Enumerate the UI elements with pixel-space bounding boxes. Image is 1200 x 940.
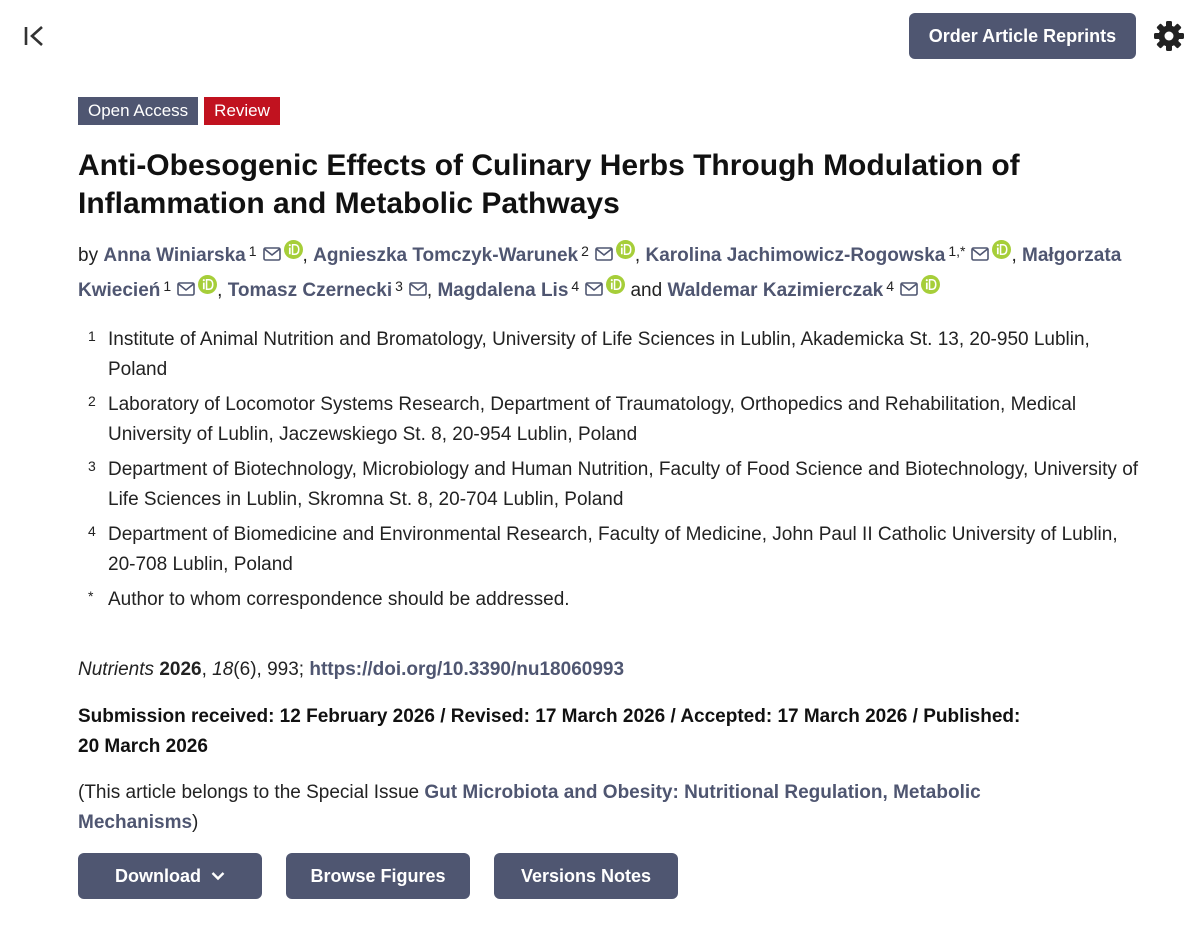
- affiliation-number: 1: [88, 328, 96, 344]
- email-icon[interactable]: [595, 247, 613, 261]
- author-affiliation-ref: 2: [581, 243, 589, 259]
- special-issue-link[interactable]: Gut Microbiota and Obesity: Nutritional Regulation, Metabolic Mechanisms: [78, 782, 981, 833]
- author-affiliation-ref: 1: [163, 278, 172, 294]
- orcid-icon[interactable]: [284, 240, 303, 259]
- affiliation-text: Department of Biomedicine and Environmental Research, Faculty of Medicine, John Paul II Catholic University of Lublin, 20-708 Lublin, Poland: [108, 524, 1118, 575]
- versions-notes-button[interactable]: Versions Notes: [494, 853, 678, 899]
- citation-issue: (6), 993;: [233, 659, 305, 680]
- download-button[interactable]: [78, 853, 262, 899]
- affiliation-item: [88, 325, 1148, 385]
- email-icon[interactable]: [177, 282, 195, 296]
- author-item: [228, 280, 427, 301]
- citation-line: Nutrients 2026, 18(6), 993; https://doi.org/10.3390/nu18060993: [78, 659, 625, 680]
- open-access-badge: Open Access: [78, 97, 198, 125]
- download-label: Download: [115, 865, 201, 886]
- collapse-left-icon: [22, 24, 48, 48]
- publication-dates: Submission received: 12 February 2026 / Revised: 17 March 2026 / Accepted: 17 March 2026 / Published: 20 March 2026: [78, 706, 1021, 757]
- author-affiliation-ref: 4: [571, 278, 580, 294]
- author-name[interactable]: Tomasz Czernecki: [227, 280, 393, 301]
- affiliation-item: [88, 520, 1148, 580]
- orcid-icon[interactable]: [198, 275, 217, 294]
- order-reprints-button[interactable]: Order Article Reprints: [909, 13, 1136, 59]
- gear-icon: [1152, 19, 1186, 53]
- orcid-icon[interactable]: [992, 240, 1011, 259]
- orcid-icon[interactable]: [606, 275, 625, 294]
- author-item: [645, 245, 1011, 266]
- author-affiliation-ref: 3: [395, 278, 403, 294]
- collapse-left-button[interactable]: [22, 24, 50, 48]
- article-title: Anti-Obesogenic Effects of Culinary Herbs Through Modulation of Inflammation and Metabolic Pathways: [78, 149, 1020, 220]
- author-item: [103, 245, 302, 266]
- affiliation-text: Department of Biotechnology, Microbiology and Human Nutrition, Faculty of Food Science and Biotechnology, University of Life Sciences in Lublin, Skromna St. 8, 20-704 Lublin, Poland: [108, 459, 1139, 510]
- orcid-icon[interactable]: [921, 275, 940, 294]
- email-icon[interactable]: [263, 247, 281, 261]
- chevron-down-icon: [211, 871, 225, 881]
- author-name[interactable]: Małgorzata Kwiecień: [78, 245, 1122, 301]
- author-affiliation-ref: 1: [248, 243, 257, 259]
- author-name[interactable]: Magdalena Lis: [437, 280, 569, 301]
- affiliation-number: 3: [88, 458, 96, 474]
- and-label: and: [630, 280, 663, 301]
- affiliation-item: [88, 390, 1148, 450]
- by-label: by: [78, 245, 99, 266]
- special-issue-note: [78, 778, 1078, 838]
- author-name[interactable]: Anna Winiarska: [103, 245, 246, 266]
- email-icon[interactable]: [409, 282, 427, 296]
- citation-year: 2026: [159, 659, 202, 680]
- review-badge: Review: [204, 97, 280, 125]
- journal-name: Nutrients: [78, 659, 155, 680]
- email-icon[interactable]: [971, 247, 989, 261]
- author-name[interactable]: Karolina Jachimowicz-Rogowska: [645, 245, 946, 266]
- affiliation-number: *: [88, 588, 94, 604]
- citation-volume: 18: [212, 659, 234, 680]
- author-name[interactable]: Agnieszka Tomczyk-Warunek: [313, 245, 579, 266]
- doi-link[interactable]: https://doi.org/10.3390/nu18060993: [309, 659, 625, 680]
- email-icon[interactable]: [585, 282, 603, 296]
- author-item: [313, 245, 635, 266]
- affiliations-list: [88, 325, 1148, 620]
- affiliation-item: [88, 585, 1148, 615]
- affiliation-text: Author to whom correspondence should be addressed.: [108, 589, 570, 610]
- author-item: [667, 280, 940, 301]
- affiliation-text: Laboratory of Locomotor Systems Research, Department of Traumatology, Orthopedics and Rehabilitation, Medical University of Lublin, Jaczewskiego St. 8, 20-954 Lublin, Poland: [108, 394, 1077, 445]
- browse-figures-button[interactable]: Browse Figures: [286, 853, 470, 899]
- orcid-icon[interactable]: [616, 240, 635, 259]
- author-name[interactable]: Waldemar Kazimierczak: [667, 280, 884, 301]
- author-affiliation-ref: 1,*: [948, 243, 966, 259]
- author-list: by Anna Winiarska $^1$ , Agnieszka Tomczyk-Warunek $^2$ , Karolina Jachimowicz-Rogowska $^{1,*}$ , Małgorzata Kwiecień $^1$ , Tomasz Czernecki $^3$ , Magdalena Lis $^4$ and Waldemar Kazimierczak $^4$: [78, 236, 1158, 306]
- email-icon[interactable]: [900, 282, 918, 296]
- special-issue-prefix: (This article belongs to the Special Issue: [78, 782, 425, 803]
- author-affiliation-ref: 4: [886, 278, 895, 294]
- special-issue-suffix: ): [192, 812, 199, 833]
- affiliation-item: [88, 455, 1148, 515]
- article-badges: [78, 97, 280, 125]
- affiliation-number: 2: [88, 393, 96, 409]
- affiliation-number: 4: [88, 523, 96, 539]
- author-item: [437, 280, 625, 301]
- settings-button[interactable]: [1152, 19, 1186, 53]
- affiliation-text: Institute of Animal Nutrition and Bromatology, University of Life Sciences in Lublin, Akademicka St. 13, 20-950 Lublin, Poland: [108, 329, 1090, 380]
